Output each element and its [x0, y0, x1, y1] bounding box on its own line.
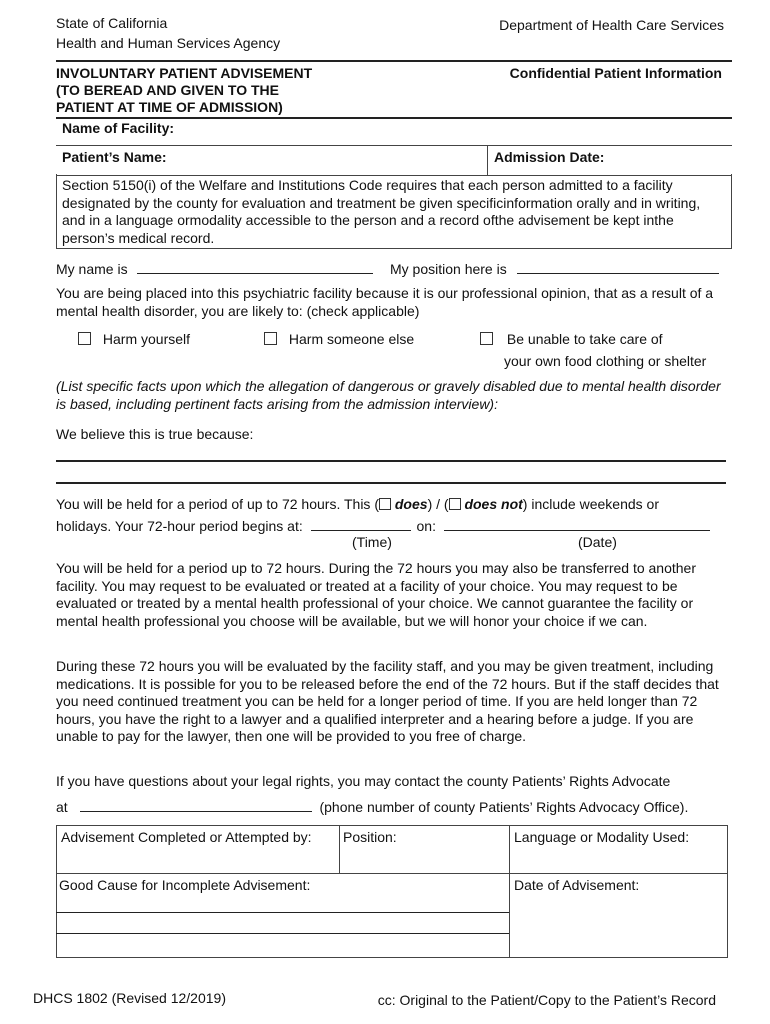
unable-care-label-2: your own food clothing or shelter: [504, 353, 707, 369]
facility-label: Name of Facility:: [62, 120, 175, 136]
title-line-3: PATIENT AT TIME OF ADMISSION): [56, 99, 283, 115]
time-field[interactable]: [311, 516, 411, 531]
rights-line-1: If you have questions about your legal rights, you may contact the county Patients’ Rights Advocate: [56, 773, 671, 789]
patient-name-label: Patient’s Name:: [62, 149, 167, 165]
unable-care-label-1: Be unable to take care of: [506, 331, 663, 347]
check-unable-care[interactable]: [480, 331, 663, 347]
good-cause-line-2[interactable]: [56, 933, 509, 934]
my-position-field[interactable]: [517, 259, 719, 274]
my-name-row: [56, 259, 373, 277]
placed-text: You are being placed into this psychiatric facility because it is our professional opinion, that as a result of a mental health disorder, you are likely to: (check applicable): [56, 285, 714, 319]
patient-row-divider: [487, 145, 488, 175]
checkbox-unable-care[interactable]: [480, 332, 493, 345]
form-title: [56, 65, 312, 116]
harm-other-label: Harm someone else: [288, 331, 415, 347]
transfer-paragraph: You will be held for a period up to 72 hours. During the 72 hours you may also be transferred to another facility. You may request to be evaluated or treated at a facility of your choice. You may request to be evaluated or treated by a mental health professional of your choice. We cannot guarantee the facility or mental health professional you choose will be available, but we will honor your choice if we can.: [56, 560, 696, 629]
header-rule: [56, 60, 732, 62]
on-label: on:: [416, 518, 436, 534]
phone-caption: (phone number of county Patients’ Rights Advocacy Office).: [319, 799, 689, 815]
table-divider-1: [339, 825, 340, 873]
language-label: Language or Modality Used:: [514, 829, 690, 845]
facts-line-2[interactable]: [56, 482, 726, 484]
my-name-label: My name is: [56, 261, 128, 277]
cc-note: cc: Original to the Patient/Copy to the Patient’s Record: [377, 992, 716, 1008]
agency-label: Health and Human Services Agency: [56, 35, 281, 51]
does-label: does: [394, 496, 428, 512]
admission-date-field[interactable]: [615, 147, 727, 171]
checkbox-does-not[interactable]: [449, 498, 461, 510]
completed-by-label: Advisement Completed or Attempted by:: [61, 829, 312, 845]
position-label: Position:: [343, 829, 397, 845]
believe-label: We believe this is true because:: [56, 426, 254, 442]
title-line-1: INVOLUNTARY PATIENT ADVISEMENT: [56, 65, 313, 81]
at-label: at: [56, 799, 68, 815]
state-label: State of California: [56, 15, 168, 31]
form-id: DHCS 1802 (Revised 12/2019): [33, 990, 226, 1006]
evaluation-paragraph: During these 72 hours you will be evaluated by the facility staff, and you may be given treatment, including medications. It is possible for you to be released before the end of the 72 hours. But if the staff decides that you need continued treatment you can be held for a longer period of time. If you are held longer than 72 hours, you have the right to a lawyer and a qualified interpreter and a hearing before a judge. If you are unable to pay for the lawyer, then one will be provided to you free of charge.: [56, 658, 719, 744]
check-harm-other[interactable]: [264, 331, 414, 347]
confidential-label: Confidential Patient Information: [509, 65, 722, 81]
facility-name-field[interactable]: [190, 120, 730, 142]
date-caption: (Date): [578, 534, 617, 550]
patient-name-field[interactable]: [150, 147, 480, 171]
table-divider-2: [509, 825, 510, 957]
date-field[interactable]: [444, 516, 710, 531]
held-text-3: ) include weekends or: [522, 496, 659, 512]
checkbox-does[interactable]: [379, 498, 391, 510]
does-not-label: does not: [464, 496, 523, 512]
title-line-2: (TO BEREAD AND GIVEN TO THE: [56, 82, 279, 98]
my-position-label: My position here is: [390, 261, 507, 277]
held-line-1: [56, 496, 659, 512]
my-position-row: [390, 259, 719, 277]
date-of-advisement-label: Date of Advisement:: [514, 877, 640, 893]
held-text-2: ) / (: [427, 496, 449, 512]
time-caption: (Time): [352, 534, 392, 550]
admission-date-label: Admission Date:: [494, 149, 605, 165]
good-cause-label: Good Cause for Incomplete Advisement:: [59, 877, 311, 893]
advocate-phone-field[interactable]: [80, 797, 312, 812]
department-label: Department of Health Care Services: [499, 17, 724, 33]
section-5150-text: Section 5150(i) of the Welfare and Institutions Code requires that each person admitted to a facility designated by the county for evaluation and treatment be given specificinformation orally and in writing, and in a language ormodality accessible to the person and a record ofthe advisement be kept inthe person’s medical record.: [62, 177, 701, 246]
period-begins-label: holidays. Your 72-hour period begins at:: [56, 518, 303, 534]
table-row-rule: [56, 873, 727, 874]
checkbox-harm-self[interactable]: [78, 332, 91, 345]
good-cause-line-1[interactable]: [56, 912, 509, 913]
check-harm-self[interactable]: [78, 331, 190, 347]
title-rule: [56, 117, 732, 119]
my-name-field[interactable]: [137, 259, 373, 274]
harm-self-label: Harm yourself: [102, 331, 191, 347]
facts-line-1[interactable]: [56, 460, 726, 462]
list-facts-instruction: (List specific facts upon which the allegation of dangerous or gravely disabled due to mental health disorder is based, including pertinent facts arising from the admission interview):: [56, 378, 721, 412]
rights-line-2: [56, 797, 688, 815]
held-text-1: You will be held for a period of up to 72 hours. This (: [56, 496, 379, 512]
held-line-2: [56, 516, 710, 534]
checkbox-harm-other[interactable]: [264, 332, 277, 345]
